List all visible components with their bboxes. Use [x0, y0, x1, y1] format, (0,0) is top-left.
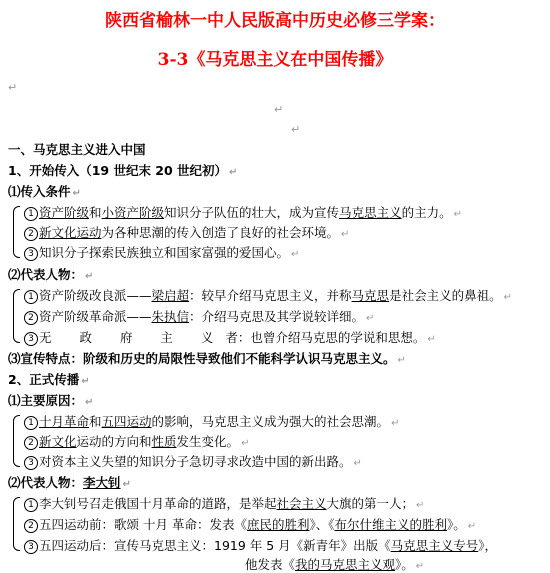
document-subtitle: 3-3《马克思主义在中国传播》	[157, 50, 393, 70]
subsection-heading: 1、开始传入（19 世纪末 20 世纪初） ↵	[8, 163, 238, 178]
paragraph-mark-icon: ↵	[274, 103, 284, 116]
list-item: 2 资产阶级革命派——朱执信：介绍马克思及其学说较详细。 ↵	[24, 307, 374, 325]
list-item-continuation: 他发表《我的马克思主义观》。 ↵	[245, 557, 425, 572]
list-item: 3 对资本主义失望的知识分子急切寻求改造中国的新出路。 ↵	[24, 452, 362, 470]
document-title: 陕西省榆林一中人民版高中历史必修三学案：	[105, 11, 445, 31]
paragraph-mark-icon: ↵	[291, 123, 301, 136]
reasons-heading: ⑴主要原因： ↵	[8, 393, 94, 408]
representatives-heading: ⑵代表人物： ↵	[8, 267, 94, 282]
brace-bracket	[13, 497, 20, 551]
brace-bracket	[13, 206, 20, 258]
features-line: ⑶宣传特点：阶级和历史的局限性导致他们不能科学认识马克思主义。 ↵	[8, 351, 406, 366]
list-item: 3 知识分子探索民族独立和国家富强的爱国心。 ↵	[24, 243, 299, 261]
list-item: 1 李大钊号召走俄国十月革命的道路，是举起社会主义大旗的第一人； ↵	[24, 494, 424, 512]
subsection-heading: 2、正式传播 ↵	[8, 372, 90, 387]
list-item: 1 十月革命和五四运动的影响，马克思主义成为强大的社会思潮。 ↵	[24, 412, 399, 430]
list-item: 2 新文化运动为各种思潮的传入创造了良好的社会环境。 ↵	[24, 223, 349, 241]
section-heading: 一、马克思主义进入中国	[8, 142, 146, 157]
paragraph-mark-icon: ↵	[8, 81, 18, 94]
list-item: 1 资产阶级改良派——梁启超：较早介绍马克思主义，并称马克思是社会主义的鼻祖。 ↵	[24, 286, 512, 304]
list-item: 2 新文化运动的方向和性质发生变化。 ↵	[24, 432, 249, 450]
list-item: 1 资产阶级和小资产阶级知识分子队伍的壮大，成为宣传马克思主义的主力。 ↵	[24, 203, 462, 221]
brace-bracket	[13, 415, 20, 467]
conditions-heading: ⑴传入条件 ↵	[8, 184, 81, 199]
list-item: 3 无 政 府 主 义者：也曾介绍马克思的学说和思想。 ↵	[24, 328, 436, 346]
list-item: 2 五四运动前：歌颂 十月 革命：发表《庶民的胜利》、《布尔什维主义的胜利》。 ↵	[24, 515, 476, 533]
list-item: 3 五四运动后：宣传马克思主义：1919 年 5 月《新青年》出版《马克思主义专号》，	[24, 536, 497, 554]
brace-bracket	[13, 289, 20, 343]
representatives-heading: ⑵代表人物：李大钊 ↵	[8, 475, 131, 490]
